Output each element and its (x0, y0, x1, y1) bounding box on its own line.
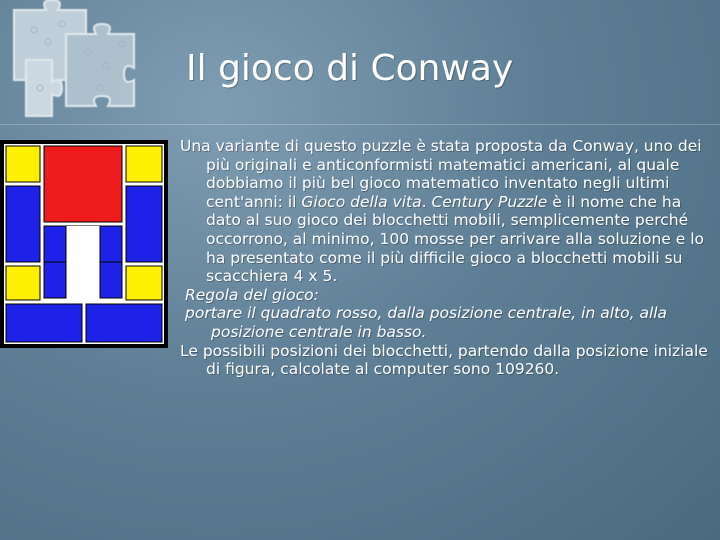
block-blue-right-vertical (126, 186, 162, 262)
block-yellow-top-right (126, 146, 162, 182)
puzzle-figure (0, 140, 168, 348)
slide-body (180, 137, 716, 379)
block-blue-center-left (44, 262, 66, 298)
block-blue-center-right (100, 262, 122, 298)
intro-text-2: . (421, 192, 432, 211)
block-yellow-top-left (6, 146, 40, 182)
block-white-gap (66, 226, 100, 298)
intro-italic-game-of-life: Gioco della vita (301, 192, 422, 211)
puzzle-board (0, 140, 168, 348)
intro-text-1: Una variante di questo puzzle è stata proposta da Conway, uno dei più originali e anticonformisti matematici americani, al quale dobbiamo il più bel gioco matematico inventato negli ultimi cent'anni: il (180, 137, 702, 211)
block-yellow-bottom-left (6, 266, 40, 300)
paragraph-conway-intro (180, 137, 716, 286)
block-blue-bottom-right (86, 304, 162, 342)
paragraph-rules-text: portare il quadrato rosso, dalla posizione centrale, in alto, alla posizione centrale in basso. (185, 304, 668, 341)
intro-italic-century-puzzle: Century Puzzle (431, 192, 548, 211)
paragraph-rules-heading: Regola del gioco: (185, 285, 319, 304)
paragraph-positions: Le possibili posizioni dei blocchetti, partendo dalla posizione iniziale di figura, calcolate al computer sono 109260. (180, 341, 708, 379)
block-yellow-bottom-right (126, 266, 162, 300)
title-divider (0, 124, 720, 125)
block-red-square (44, 146, 122, 222)
slide-title: Il gioco di Conway (186, 48, 514, 89)
block-blue-left-vertical (6, 186, 40, 262)
intro-text-3: è il nome che ha dato al suo gioco dei blocchetti mobili, semplicemente perché occorrono, al minimo, 100 mosse per arrivare alla soluzione e lo ha presentato come il più difficile gioco a blocchetti mobili su scacchiera 4 x 5. (206, 192, 705, 286)
jigsaw-puzzle-icon (4, 0, 142, 124)
block-blue-bottom-left (6, 304, 82, 342)
